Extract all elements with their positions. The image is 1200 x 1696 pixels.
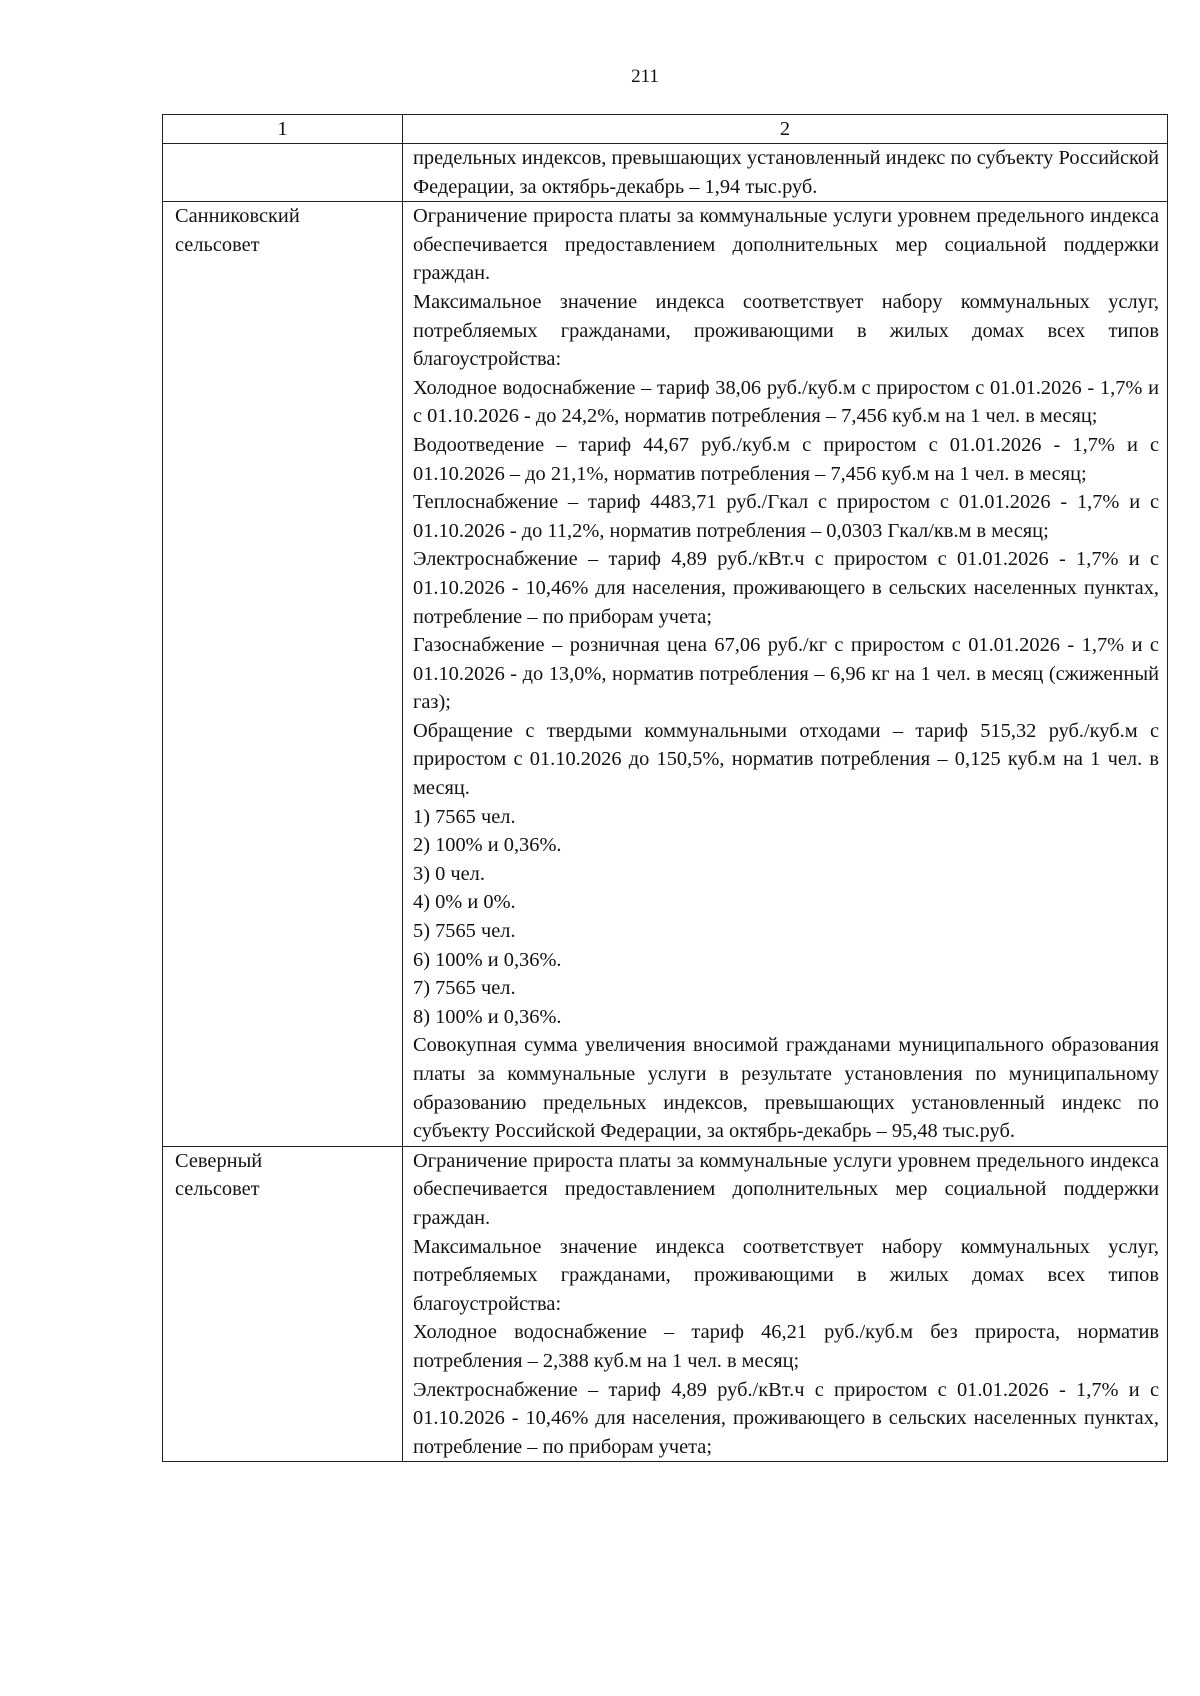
description-paragraph: 7) 7565 чел. [413, 977, 516, 1000]
description-cell [403, 202, 1168, 1147]
table-header-row [163, 115, 1168, 144]
description-paragraph: Электроснабжение – тариф 4,89 руб./кВт.ч с приростом с 01.01.2026 - 1,7% и с 01.10.2026 - 10,46% для населения, проживающего в сельских населенных пунктах, потребление – по приборам учета; [413, 1378, 1159, 1458]
description-paragraph: Холодное водоснабжение – тариф 38,06 руб./куб.м с приростом с 01.01.2026 - 1,7% и с 01.10.2026 - до 24,2%, норматив потребления – 7,456 куб.м на 1 чел. в месяц; [413, 376, 1159, 428]
column-number-2: 2 [403, 115, 1168, 144]
description-paragraph: Газоснабжение – розничная цена 67,06 руб./кг с приростом с 01.01.2026 - 1,7% и с 01.10.2026 - до 13,0%, норматив потребления – 6,96 кг на 1 чел. в месяц (сжиженный газ); [413, 634, 1159, 714]
description-paragraph: Ограничение прироста платы за коммунальные услуги уровнем предельного индекса обеспечивается предоставлением дополнительных мер социальной поддержки граждан. [413, 205, 1159, 285]
table-row [163, 144, 1168, 202]
description-paragraph: 1) 7565 чел. [413, 805, 516, 828]
table-row [163, 1146, 1168, 1462]
municipal-index-table [162, 114, 1168, 1462]
description-paragraph: Водоотведение – тариф 44,67 руб./куб.м с приростом с 01.01.2026 - 1,7% и с 01.10.2026 – до 21,1%, норматив потребления – 7,456 куб.м на 1 чел. в месяц; [413, 433, 1159, 485]
municipality-name [163, 144, 403, 202]
description-paragraph: 3) 0 чел. [413, 862, 485, 885]
description-paragraph: 2) 100% и 0,36%. [413, 834, 562, 857]
description-paragraph: 4) 0% и 0%. [413, 891, 516, 914]
description-paragraph: 8) 100% и 0,36%. [413, 1005, 562, 1028]
description-paragraph: Максимальное значение индекса соответствует набору коммунальных услуг, потребляемых гражданами, проживающими в жилых домах всех типов благоустройства: [413, 290, 1159, 371]
description-paragraph: Максимальное значение индекса соответствует набору коммунальных услуг, потребляемых гражданами, проживающими в жилых домах всех типов благоустройства: [413, 1235, 1159, 1315]
column-number-1: 1 [163, 115, 403, 144]
description-paragraph: предельных индексов, превышающих установленный индекс по субъекту Российской Федерации, за октябрь-декабрь – 1,94 тыс.руб. [413, 147, 1159, 198]
description-cell [403, 144, 1168, 202]
description-paragraph: Холодное водоснабжение – тариф 46,21 руб./куб.м без прироста, норматив потребления – 2,388 куб.м на 1 чел. в месяц; [413, 1321, 1159, 1372]
municipality-name: Санниковский сельсовет [163, 202, 403, 1147]
table-row [163, 202, 1168, 1147]
description-paragraph: Совокупная сумма увеличения вносимой гражданами муниципального образования платы за коммунальные услуги в результате установления по муниципальному образованию предельных индексов, превышающих установленный индекс по субъекту Российской Федерации, за октябрь-декабрь – 95,48 тыс.руб. [413, 1034, 1159, 1143]
description-paragraph: 6) 100% и 0,36%. [413, 948, 562, 971]
description-paragraph: 5) 7565 чел. [413, 920, 516, 943]
municipality-name: Северный сельсовет [163, 1146, 403, 1462]
description-paragraph: Ограничение прироста платы за коммунальные услуги уровнем предельного индекса обеспечивается предоставлением дополнительных мер социальной поддержки граждан. [413, 1149, 1159, 1229]
page-number: 211 [631, 66, 659, 87]
description-paragraph: Теплоснабжение – тариф 4483,71 руб./Гкал с приростом с 01.01.2026 - 1,7% и с 01.10.2026 - до 11,2%, норматив потребления – 0,0303 Гкал/кв.м в месяц; [413, 491, 1159, 542]
description-paragraph: Электроснабжение – тариф 4,89 руб./кВт.ч с приростом с 01.01.2026 - 1,7% и с 01.10.2026 - 10,46% для населения, проживающего в сельских населенных пунктах, потребление – по приборам учета; [413, 548, 1159, 628]
description-paragraph: Обращение с твердыми коммунальными отходами – тариф 515,32 руб./куб.м с приростом с 01.10.2026 до 150,5%, норматив потребления – 0,125 куб.м на 1 чел. в месяц. [413, 719, 1159, 800]
description-cell [403, 1146, 1168, 1462]
